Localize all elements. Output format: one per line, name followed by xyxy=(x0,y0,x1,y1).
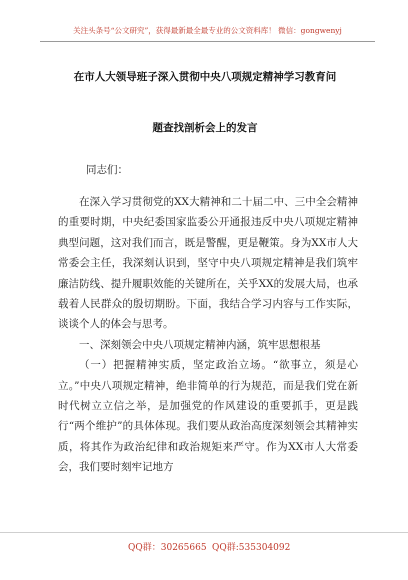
document-title-line-2: 题查找剖析会上的发言 xyxy=(152,122,258,134)
footer xyxy=(0,532,408,553)
footer-qq-group-2: QQ群:535304092 xyxy=(212,543,291,553)
document-title-line-1: 在市人大领导班子深入贯彻中央八项规定精神学习教育问 xyxy=(73,71,337,83)
document-body xyxy=(58,192,358,478)
paragraph-intro: 在深入学习贯彻党的XX大精神和二十届二中、三中全会精神的重要时期，中央纪委国家监委公开通报违反中央八项规定精神典型问题，这对我们而言，既是警醒，更是鞭策。身为XX市人大常委会主任，我深刻认识到，坚守中央八项规定精神是我们筑牢廉洁防线、提升履职效能的关键所在，关乎XX的发展大局，也承载着人民群众的殷切期盼。下面，我结合学习内容与工作实际，谈谈个人的体会与思考。 xyxy=(58,196,358,331)
paragraph-subsection-1: （一）把握精神实质，坚定政治立场。“欲事立，须是心立。”中央八项规定精神，绝非简单的行为规范，而是我们党在新时代树立立信之举，是加强党的作风建设的重要抓手，更是践行“两个维护”的具体体现。我们要从政治高度深刻领会其精神实质，将其作为政治纪律和政治规矩来严守。作为XX市人大常委会，我们要时刻牢记地方 xyxy=(58,359,358,474)
section-heading-1: 一、深刻领会中央八项规定精神内涵，筑牢思想根基 xyxy=(79,338,321,351)
header-banner: 关注头条号“公文研究”，获得最新最全最专业的公文资料库！ 微信：gongwenyj xyxy=(40,25,375,42)
greeting: 同志们： xyxy=(86,164,128,176)
footer-qq-group-1: QQ群：30265665 xyxy=(128,543,207,553)
